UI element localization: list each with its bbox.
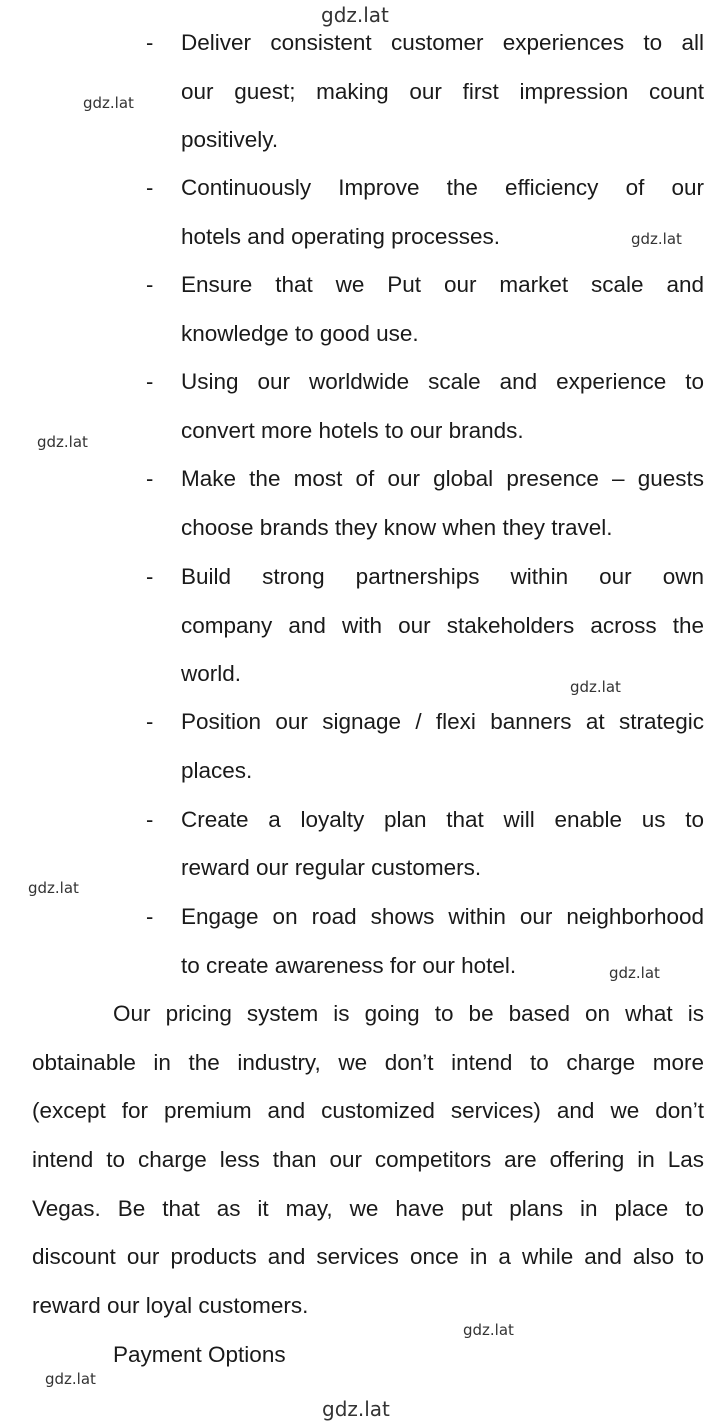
- bullet-line: Continuously Improve the efficiency of our: [181, 175, 704, 200]
- bullet-line: hotels and operating processes.: [181, 224, 500, 249]
- bullet-marker: -: [146, 466, 154, 491]
- bullet-marker: -: [146, 369, 154, 394]
- bullet-line: to create awareness for our hotel.: [181, 953, 517, 978]
- watermark: gdz.lat: [37, 433, 88, 451]
- watermark: gdz.lat: [28, 879, 79, 897]
- paragraph-line: (except for premium and customized services) and we don’t: [32, 1098, 704, 1123]
- watermark: gdz.lat: [570, 678, 621, 696]
- bullet-line: positively.: [181, 127, 279, 152]
- bullet-line: Engage on road shows within our neighborhood: [181, 904, 704, 929]
- watermark: gdz.lat: [631, 230, 682, 248]
- section-heading: Payment Options: [113, 1342, 286, 1367]
- bullet-marker: -: [146, 30, 154, 55]
- paragraph-line: Our pricing system is going to be based on what is: [113, 1001, 704, 1026]
- watermark: gdz.lat: [609, 964, 660, 982]
- bullet-line: choose brands they know when they travel.: [181, 515, 613, 540]
- watermark-top: gdz.lat: [321, 3, 389, 27]
- bullet-marker: -: [146, 904, 154, 929]
- bullet-line: Create a loyalty plan that will enable us to: [181, 807, 704, 832]
- bullet-line: Deliver consistent customer experiences to all: [181, 30, 704, 55]
- watermark-bottom: gdz.lat: [322, 1397, 390, 1421]
- paragraph-line: intend to charge less than our competitors are offering in Las: [32, 1147, 704, 1172]
- bullet-marker: -: [146, 709, 154, 734]
- watermark: gdz.lat: [45, 1370, 96, 1388]
- bullet-line: our guest; making our first impression count: [181, 79, 704, 104]
- bullet-marker: -: [146, 564, 154, 589]
- bullet-line: reward our regular customers.: [181, 855, 482, 880]
- bullet-line: Using our worldwide scale and experience to: [181, 369, 704, 394]
- bullet-line: Make the most of our global presence – guests: [181, 466, 704, 491]
- paragraph-line: obtainable in the industry, we don’t intend to charge more: [32, 1050, 704, 1075]
- bullet-line: convert more hotels to our brands.: [181, 418, 524, 443]
- bullet-line: world.: [181, 661, 242, 686]
- bullet-marker: -: [146, 272, 154, 297]
- watermark: gdz.lat: [83, 94, 134, 112]
- bullet-line: Build strong partnerships within our own: [181, 564, 704, 589]
- bullet-line: places.: [181, 758, 253, 783]
- paragraph-line: Vegas. Be that as it may, we have put plans in place to: [32, 1196, 704, 1221]
- bullet-line: Position our signage / flexi banners at strategic: [181, 709, 704, 734]
- bullet-marker: -: [146, 175, 154, 200]
- paragraph-line: discount our products and services once in a while and also to: [32, 1244, 704, 1269]
- bullet-line: knowledge to good use.: [181, 321, 419, 346]
- paragraph-line: reward our loyal customers.: [32, 1293, 309, 1318]
- watermark: gdz.lat: [463, 1321, 514, 1339]
- bullet-line: Ensure that we Put our market scale and: [181, 272, 704, 297]
- bullet-line: company and with our stakeholders across the: [181, 613, 704, 638]
- bullet-marker: -: [146, 807, 154, 832]
